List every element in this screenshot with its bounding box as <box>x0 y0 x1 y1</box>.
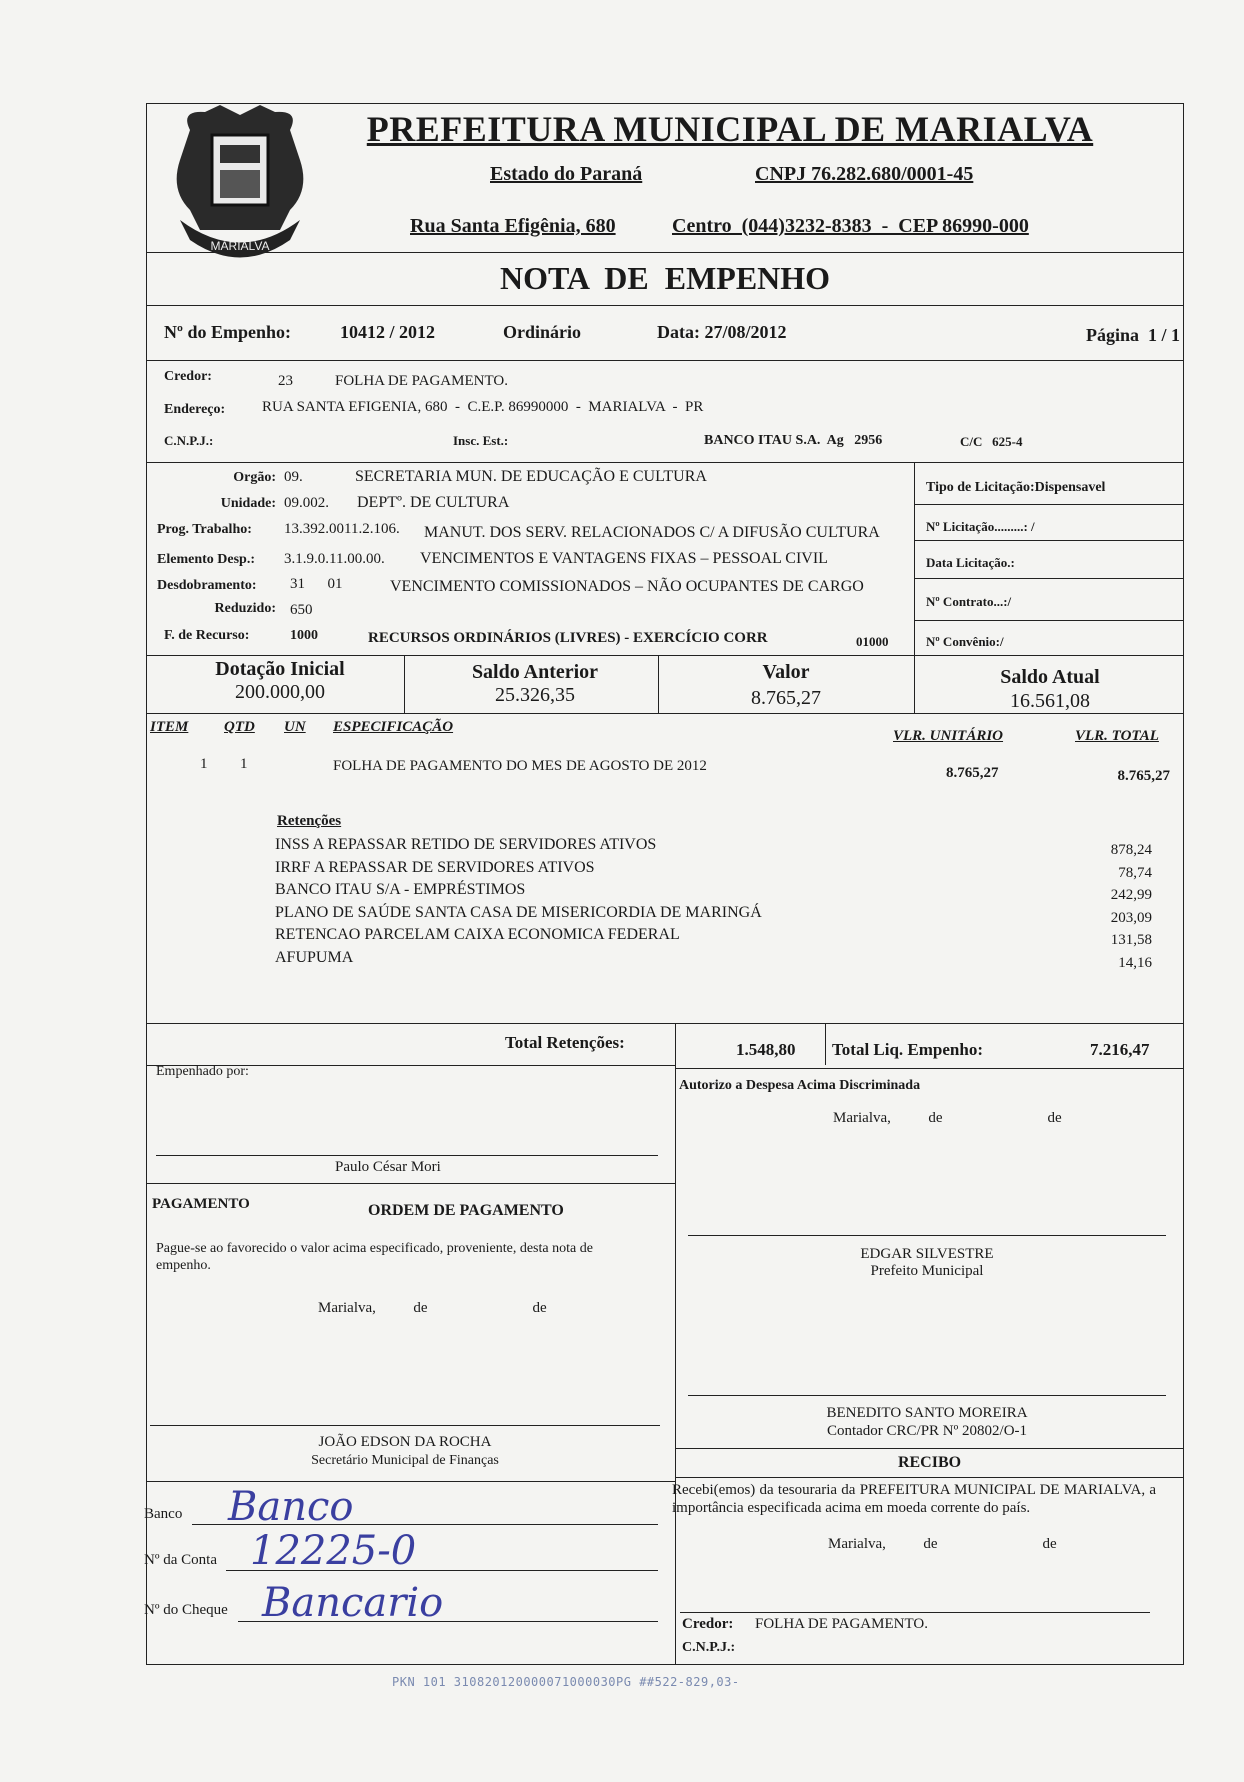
empenho-number: 10412 / 2012 <box>340 322 436 342</box>
col-vlr-unitario: VLR. UNITÁRIO <box>893 728 1004 744</box>
elemento-desc: VENCIMENTOS E VANTAGENS FIXAS – PESSOAL CIVIL <box>420 550 828 567</box>
conta-label: Nº da Conta <box>144 1552 217 1568</box>
recibo-credor-name: FOLHA DE PAGAMENTO. <box>755 1616 928 1632</box>
secretario-name: JOÃO EDSON DA ROCHA <box>318 1434 492 1450</box>
desdobramento-code: 31 01 <box>290 576 343 592</box>
retencao-value: 78,74 <box>1118 864 1152 881</box>
valor-value: 8.765,27 <box>751 687 821 709</box>
recurso-fonte: 01000 <box>856 634 889 649</box>
retencao-row <box>275 836 1175 859</box>
saldo-atual-value: 16.561,08 <box>1010 690 1090 712</box>
total-retencoes-label: Total Retenções: <box>505 1033 625 1052</box>
retencoes-list <box>275 836 1175 971</box>
total-liquido-label: Total Liq. Empenho: <box>832 1040 983 1059</box>
credor-name: FOLHA DE PAGAMENTO. <box>335 373 508 389</box>
desdobramento-label: Desdobramento: <box>157 578 257 593</box>
retencao-desc: RETENCAO PARCELAM CAIXA ECONOMICA FEDERAL <box>275 926 680 943</box>
empenhado-name: Paulo César Mori <box>335 1159 441 1175</box>
recurso-code: 1000 <box>290 628 318 643</box>
total-liquido-value: 7.216,47 <box>1090 1040 1150 1059</box>
retencao-value: 14,16 <box>1118 954 1152 971</box>
insc-est-label: Insc. Est.: <box>453 433 509 448</box>
unidade-label: Unidade: <box>220 496 276 511</box>
valor-label: Valor <box>762 661 810 683</box>
svg-text:MARIALVA: MARIALVA <box>210 239 270 253</box>
prefeito-name: EDGAR SILVESTRE <box>860 1246 994 1262</box>
col-especificacao: ESPECIFICAÇÃO <box>333 719 454 735</box>
col-vlr-total: VLR. TOTAL <box>1075 728 1159 744</box>
item-desc: FOLHA DE PAGAMENTO DO MES DE AGOSTO DE 2012 <box>333 758 707 774</box>
retencao-row <box>275 926 1175 949</box>
empenho-number-label: Nº do Empenho: <box>164 322 291 342</box>
col-item: ITEM <box>150 719 189 735</box>
dotacao-value: 200.000,00 <box>235 681 325 703</box>
endereco-label: Endereço: <box>164 402 226 417</box>
retencao-row <box>275 859 1175 882</box>
elemento-code: 3.1.9.0.11.00.00. <box>284 551 385 567</box>
col-qtd: QTD <box>224 719 255 735</box>
item-number: 1 <box>200 756 208 772</box>
cheque-label: Nº do Cheque <box>144 1602 228 1618</box>
item-unit-value: 8.765,27 <box>946 765 999 781</box>
recurso-label: F. de Recurso: <box>164 628 250 643</box>
tipo-licitacao: Tipo de Licitação:Dispensavel <box>926 480 1106 495</box>
retencao-desc: AFUPUMA <box>275 948 354 966</box>
recurso-desc: RECURSOS ORDINÁRIOS (LIVRES) - EXERCÍCIO CORR <box>368 630 768 646</box>
address-label: Rua Santa Efigênia, 680 <box>410 215 616 237</box>
endereco-value: RUA SANTA EFIGENIA, 680 - C.E.P. 86990000 - MARIALVA - PR <box>262 399 704 415</box>
orgao-desc: SECRETARIA MUN. DE EDUCAÇÃO E CULTURA <box>355 468 707 485</box>
pagamento-label: PAGAMENTO <box>152 1196 250 1212</box>
unidade-code: 09.002. <box>284 495 329 511</box>
desdobramento-desc: VENCIMENTO COMISSIONADOS – NÃO OCUPANTES DE CARGO <box>390 578 864 595</box>
retencao-value: 203,09 <box>1110 909 1152 926</box>
empenhado-label: Empenhado por: <box>156 1064 249 1079</box>
prefeito-role: Prefeito Municipal <box>870 1263 984 1279</box>
pagamento-date-line: Marialva, de de <box>318 1300 547 1316</box>
retencao-desc: PLANO DE SAÚDE SANTA CASA DE MISERICORDIA DE MARINGÁ <box>275 903 762 921</box>
reduzido-value: 650 <box>290 602 313 618</box>
saldo-atual-label: Saldo Atual <box>1000 666 1100 688</box>
recibo-date-line: Marialva, de de <box>828 1536 1057 1552</box>
retencoes-title: Retenções <box>277 813 342 829</box>
contador-name: BENEDITO SANTO MOREIRA <box>826 1405 1028 1421</box>
recibo-cnpj-label: C.N.P.J.: <box>682 1640 736 1655</box>
elemento-label: Elemento Desp.: <box>157 552 255 567</box>
ordem-pagamento-label: ORDEM DE PAGAMENTO <box>368 1202 564 1219</box>
empenho-type: Ordinário <box>503 322 582 342</box>
state-label: Estado do Paraná <box>490 163 643 185</box>
autorizo-date-line: Marialva, de de <box>833 1110 1062 1126</box>
orgao-label: Orgão: <box>233 470 276 485</box>
secretario-role: Secretário Municipal de Finanças <box>311 1453 499 1468</box>
prog-code: 13.392.0011.2.106. <box>284 521 400 537</box>
data-licitacao: Data Licitação.: <box>926 555 1015 570</box>
reduzido-label: Reduzido: <box>214 601 276 616</box>
col-un: UN <box>284 719 306 735</box>
address-contact: Centro (044)3232-8383 - CEP 86990-000 <box>672 215 1029 237</box>
unidade-desc: DEPTº. DE CULTURA <box>357 494 510 511</box>
prog-desc: MANUT. DOS SERV. RELACIONADOS C/ A DIFUSÃO CULTURA <box>424 524 880 541</box>
document-title: NOTA DE EMPENHO <box>499 260 831 296</box>
retencao-value: 878,24 <box>1110 842 1152 858</box>
recibo-text: Recebi(emos) da tesouraria da PREFEITURA MUNICIPAL DE MARIALVA, a importância especificada acima em moeda corrente do país. <box>672 1482 1156 1516</box>
retencao-value: 242,99 <box>1110 887 1152 903</box>
page-number: Página 1 / 1 <box>1085 325 1180 345</box>
numero-convenio: Nº Convênio:/ <box>926 634 1004 649</box>
pague-se-text: Pague-se ao favorecido o valor acima especificado, proveniente, desta nota de empenho. <box>156 1241 593 1273</box>
total-retencoes-value: 1.548,80 <box>736 1040 796 1059</box>
cheque-handwriting: Bancario <box>262 1580 444 1626</box>
item-total-value: 8.765,27 <box>1117 768 1170 784</box>
page-title: PREFEITURA MUNICIPAL DE MARIALVA <box>366 109 1094 149</box>
cnpj-field-label: C.N.P.J.: <box>164 433 214 448</box>
prog-label: Prog. Trabalho: <box>157 522 252 537</box>
empenho-date: Data: 27/08/2012 <box>657 322 787 342</box>
retencao-desc: BANCO ITAU S/A - EMPRÉSTIMOS <box>275 881 526 898</box>
dotacao-label: Dotação Inicial <box>215 658 345 680</box>
cnpj-label: CNPJ 76.282.680/0001-45 <box>755 163 974 185</box>
credor-code: 23 <box>278 373 293 389</box>
retencao-row <box>275 949 1175 972</box>
autorizo-label: Autorizo a Despesa Acima Discriminada <box>679 1078 921 1093</box>
banco-handwriting: Banco <box>228 1484 354 1530</box>
recibo-credor-label: Credor: <box>682 1616 734 1632</box>
retencao-desc: INSS A REPASSAR RETIDO DE SERVIDORES ATIVOS <box>275 836 657 853</box>
credor-label: Credor: <box>164 369 212 384</box>
item-qtd: 1 <box>240 756 248 772</box>
retencao-row <box>275 904 1175 927</box>
contador-role: Contador CRC/PR Nº 20802/O-1 <box>826 1423 1028 1439</box>
footer-barcode-text: PKN 101 310820120000071000030PG ##522-829,03- <box>392 1675 740 1689</box>
retencao-row <box>275 881 1175 904</box>
numero-licitacao: Nº Licitação.........: / <box>926 519 1035 534</box>
recibo-title: RECIBO <box>897 1454 962 1471</box>
credor-account: C/C 625-4 <box>960 434 1023 449</box>
retencao-value: 131,58 <box>1110 932 1152 948</box>
saldo-anterior-value: 25.326,35 <box>495 684 575 706</box>
banco-label: Banco <box>144 1506 183 1522</box>
conta-handwriting: 12225-0 <box>250 1528 417 1574</box>
orgao-code: 09. <box>284 469 303 485</box>
numero-contrato: Nº Contrato...:/ <box>926 594 1012 609</box>
municipal-crest-icon <box>160 100 320 265</box>
saldo-anterior-label: Saldo Anterior <box>471 661 599 683</box>
retencao-desc: IRRF A REPASSAR DE SERVIDORES ATIVOS <box>275 858 595 876</box>
credor-bank: BANCO ITAU S.A. Ag 2956 <box>704 433 883 448</box>
